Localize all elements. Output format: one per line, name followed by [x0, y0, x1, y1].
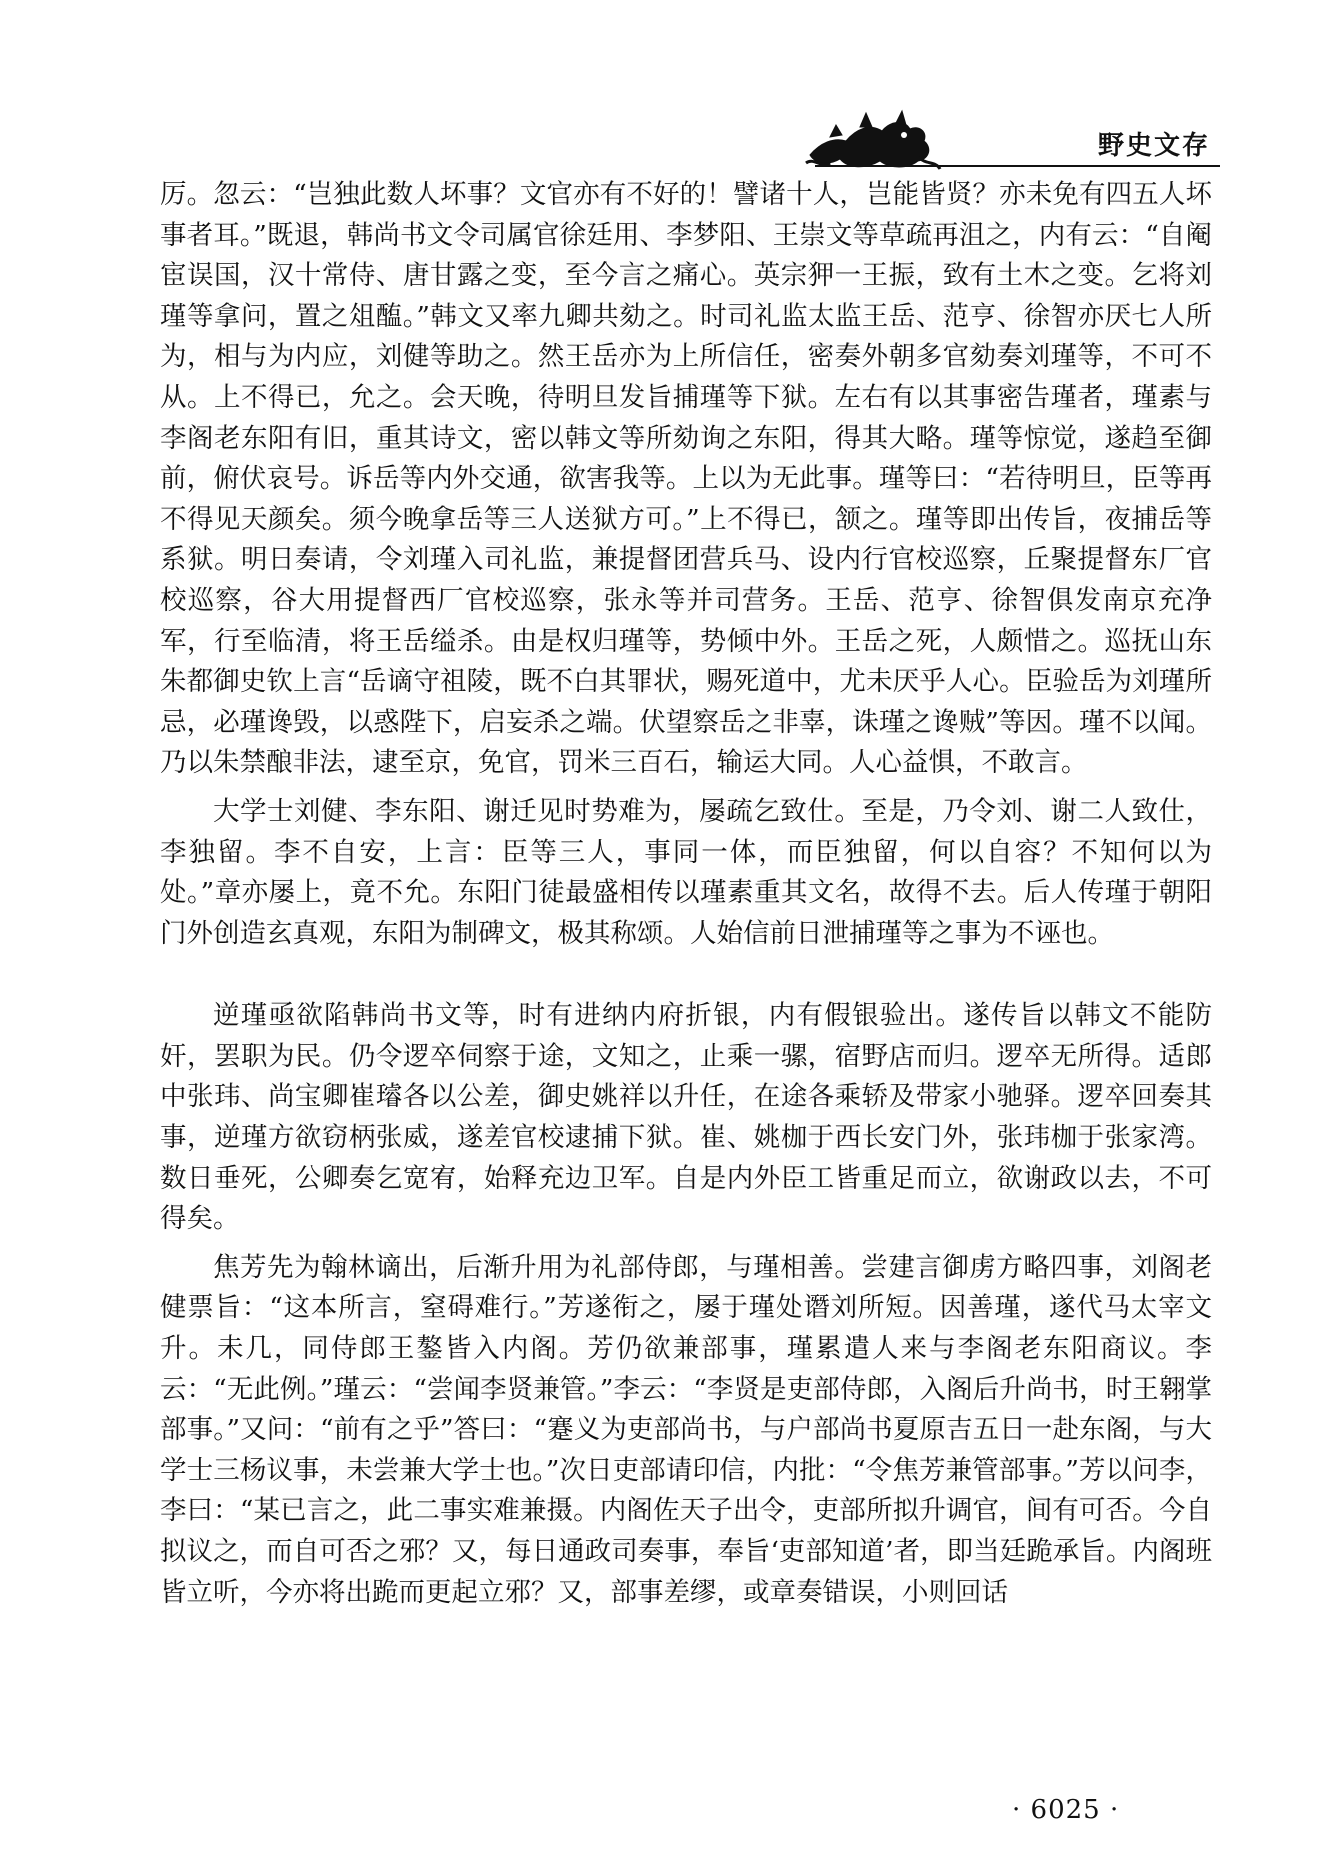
header-title: 野史文存 — [1097, 131, 1210, 161]
paragraph-gap — [160, 784, 1212, 792]
section-gap — [160, 954, 1212, 996]
paragraph: 大学士刘健、李东阳、谢迁见时势难为，屡疏乞致仕。至是，乃令刘、谢二人致仕，李独留。李不自安，上言：臣等三人，事同一体，而臣独留，何以自容？不知何以为处。”章亦屡上，竟不允。东阳门徒最盛相传以瑾素重其文名，故得不去。后人传瑾于朝阳门外创造玄真观，东阳为制碑文，极其称颂。人始信前日泄捕瑾等之事为不诬也。 — [160, 795, 1212, 949]
paragraph: 厉。忽云：“岂独此数人坏事？文官亦有不好的！譬诸十人，岂能皆贤？亦未免有四五人坏事者耳。”既退，韩尚书文令司属官徐廷用、李梦阳、王崇文等草疏再沮之，内有云：“自阉宦误国，汉十常侍、唐甘露之变，至今言之痛心。英宗狎一王振，致有土木之变。乞将刘瑾等拿问，置之俎醢。”韩文又率九卿共劾之。时司礼监太监王岳、范亨、徐智亦厌七人所为，相与为内应，刘健等助之。然王岳亦为上所信任，密奏外朝多官劾奏刘瑾等，不可不从。上不得已，允之。会天晚，待明旦发旨捕瑾等下狱。左右有以其事密告瑾者，瑾素与李阁老东阳有旧，重其诗文，密以韩文等所劾询之东阳，得其大略。瑾等惊觉，遂趋至御前，俯伏哀号。诉岳等内外交通，欲害我等。上以为无此事。瑾等曰：“若待明旦，臣等再不得见天颜矣。须今晚拿岳等三人送狱方可。”上不得已，颔之。瑾等即出传旨，夜捕岳等系狱。明日奏请，令刘瑾入司礼监，兼提督团营兵马、设内行官校巡察，丘聚提督东厂官校巡察，谷大用提督西厂官校巡察，张永等并司营务。王岳、范亨、徐智俱发南京充净军，行至临清，将王岳缢杀。由是权归瑾等，势倾中外。王岳之死，人颇惜之。巡抚山东朱都御史钦上言“岳谪守祖陵，既不白其罪状，赐死道中，尤未厌乎人心。臣验岳为刘瑾所忌，必瑾谗毁，以惑陛下，启妄杀之端。伏望察岳之非辜，诛瑾之谗贼”等因。瑾不以闻。乃以朱禁酿非法，逮至京，免官，罚米三百石，输运大同。人心益惧，不敢言。 — [160, 179, 1212, 779]
header-rule — [815, 165, 1220, 167]
running-header — [160, 95, 1220, 165]
body-text — [160, 175, 1212, 1613]
paragraph: 逆瑾亟欲陷韩尚书文等，时有进纳内府折银，内有假银验出。遂传旨以韩文不能防奸，罢职为民。仍令逻卒伺察于途，文知之，止乘一骡，宿野店而归。逻卒无所得。适郎中张玮、尚宝卿崔璿各以公差，御史姚祥以升任，在途各乘轿及带家小驰驿。逻卒回奏其事，逆瑾方欲窃柄张威，遂差官校逮捕下狱。崔、姚枷于西长安门外，张玮枷于张家湾。数日垂死，公卿奏乞宽宥，始释充边卫军。自是内外臣工皆重足而立，欲谢政以去，不可得矣。 — [160, 1000, 1212, 1235]
paragraph-gap — [160, 1240, 1212, 1248]
page-number: · 6025 · — [1012, 1795, 1120, 1825]
paragraph: 焦芳先为翰林谪出，后渐升用为礼部侍郎，与瑾相善。尝建言御虏方略四事，刘阁老健票旨：“这本所言，窒碍难行。”芳遂衔之，屡于瑾处谮刘所短。因善瑾，遂代马太宰文升。未几，同侍郎王鏊皆入内阁。芳仍欲兼部事，瑾累遣人来与李阁老东阳商议。李云：“无此例。”瑾云：“尝闻李贤兼管。”李云：“李贤是吏部侍郎，入阁后升尚书，时王翱掌部事。”又问：“前有之乎”答曰：“蹇义为吏部尚书，与户部尚书夏原吉五日一赴东阁，与大学士三杨议事，未尝兼大学士也。”次日吏部请印信，内批：“令焦芳兼管部事。”芳以问李，李曰：“某已言之，此二事实难兼摄。内阁佐天子出令，吏部所拟升调官，间有可否。今自拟议之，而自可否之邪？又，每日通政司奏事，奉旨‘吏部知道’者，即当廷跪承旨。内阁班皆立听，今亦将出跪而更起立邪？又，部事差缪，或章奏错误，小则回话 — [160, 1251, 1212, 1608]
